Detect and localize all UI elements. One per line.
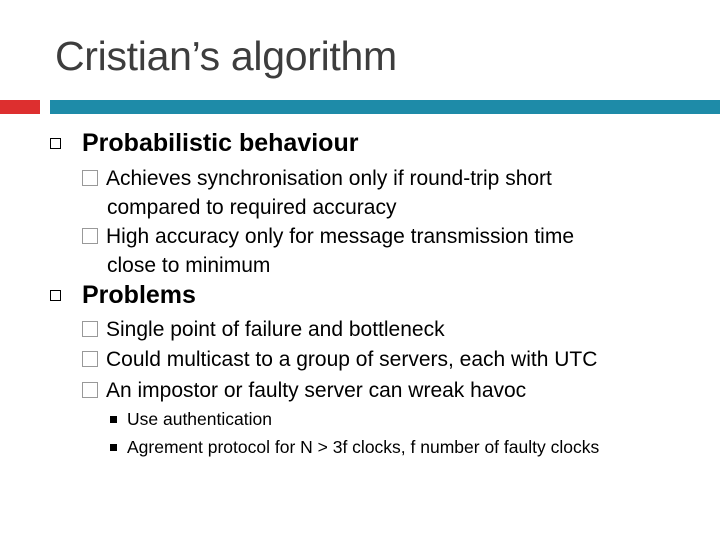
sub-list-item xyxy=(110,408,670,431)
list-item xyxy=(82,376,682,405)
list-item xyxy=(82,222,682,280)
section-heading: Probabilistic behaviour xyxy=(82,129,359,157)
checkbox-bullet-icon xyxy=(82,351,98,367)
subitem-text: Use authentication xyxy=(127,409,272,429)
slide-title: Cristian’s algorithm xyxy=(55,33,397,79)
item-text: Could multicast to a group of servers, each with UTC xyxy=(106,348,598,371)
hollow-square-bullet-icon xyxy=(50,290,61,301)
section-heading: Problems xyxy=(82,281,196,309)
accent-bar-red xyxy=(0,100,40,114)
list-item xyxy=(82,164,682,222)
item-text: An impostor or faulty server can wreak havoc xyxy=(106,379,527,402)
item-text-cont: compared to required accuracy xyxy=(107,196,397,219)
item-text: Single point of failure and bottleneck xyxy=(106,318,445,341)
filled-square-bullet-icon xyxy=(110,444,117,451)
item-text: High accuracy only for message transmission time xyxy=(106,225,575,248)
checkbox-bullet-icon xyxy=(82,170,98,186)
item-text: Achieves synchronisation only if round-trip short xyxy=(106,167,552,190)
hollow-square-bullet-icon xyxy=(50,138,61,149)
checkbox-bullet-icon xyxy=(82,228,98,244)
list-item xyxy=(82,315,682,344)
subitem-text: Agrement protocol for N > 3f clocks, f number of faulty clocks xyxy=(127,437,600,457)
checkbox-bullet-icon xyxy=(82,321,98,337)
filled-square-bullet-icon xyxy=(110,416,117,423)
sub-list-item xyxy=(110,436,670,459)
item-text-cont: close to minimum xyxy=(107,254,271,277)
accent-bar-blue xyxy=(50,100,720,114)
list-item xyxy=(82,345,682,374)
checkbox-bullet-icon xyxy=(82,382,98,398)
